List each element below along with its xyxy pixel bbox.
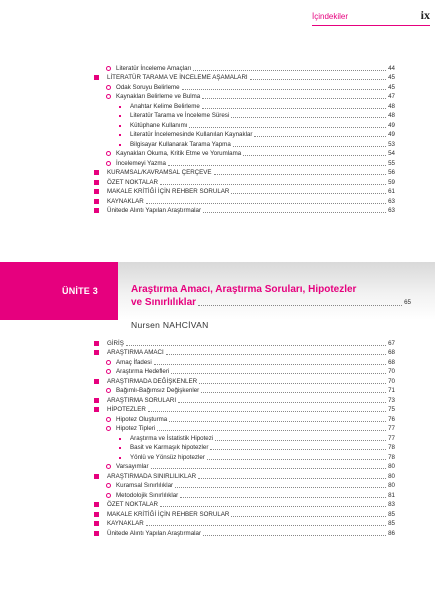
toc-entry-page: 48 <box>388 112 395 119</box>
unit-title-line1: Araştırma Amacı, Araştırma Soruları, Hipotezler <box>131 284 357 295</box>
toc-entry-page: 68 <box>388 358 395 366</box>
toc-entry[interactable] <box>94 489 395 499</box>
toc-entry-page: 80 <box>388 472 395 480</box>
toc-entry[interactable] <box>94 451 395 461</box>
toc-entry-page: 80 <box>388 463 395 470</box>
leader-dots <box>203 535 386 536</box>
toc-entry[interactable] <box>94 499 395 509</box>
square-bullet-icon <box>94 521 99 526</box>
leader-dots <box>148 411 386 412</box>
circle-bullet-icon <box>106 161 111 166</box>
toc-entry-page: 77 <box>388 425 395 432</box>
toc-entry[interactable] <box>94 404 395 414</box>
toc-entry-page: 67 <box>388 339 395 347</box>
toc-entry[interactable] <box>94 375 395 385</box>
toc-entry-label: Odak Soruyu Belirleme <box>116 83 180 91</box>
toc-entry[interactable] <box>94 347 395 357</box>
toc-entry[interactable] <box>94 470 395 480</box>
toc-entry-page: 49 <box>388 131 395 138</box>
unit-author: Nursen NAHCİVAN <box>131 320 209 330</box>
leader-dots <box>215 440 386 441</box>
toc-entry-label: Varsayımlar <box>116 463 149 470</box>
toc-entry[interactable] <box>94 148 395 158</box>
leader-dots <box>231 193 386 194</box>
toc-entry[interactable] <box>94 394 395 404</box>
toc-entry-label: Literatür İncelemesinde Kullanılan Kaynaklar <box>130 131 253 138</box>
circle-bullet-icon <box>106 493 111 498</box>
dot-bullet-icon <box>119 144 121 146</box>
toc-entry[interactable] <box>94 423 395 433</box>
toc-entry-page: 44 <box>388 64 395 72</box>
dot-bullet-icon <box>119 125 121 127</box>
toc-entry-page: 48 <box>388 102 395 110</box>
leader-dots <box>254 136 386 137</box>
toc-entry[interactable] <box>94 356 395 366</box>
toc-entry[interactable] <box>94 366 395 376</box>
leader-dots <box>202 108 386 109</box>
toc-entry[interactable] <box>94 110 395 120</box>
leader-dots <box>180 497 386 498</box>
square-bullet-icon <box>94 180 99 185</box>
leader-dots <box>199 383 386 384</box>
square-bullet-icon <box>94 407 99 412</box>
toc-entry[interactable] <box>94 413 395 423</box>
leader-dots <box>214 174 387 175</box>
leader-dots <box>182 89 386 90</box>
toc-entry[interactable] <box>94 138 395 148</box>
leader-dots <box>189 127 386 128</box>
toc-entry-label: HİPOTEZLER <box>107 406 146 413</box>
toc-entry-label: Anahtar Kelime Belirleme <box>130 102 200 110</box>
leader-dots <box>231 117 386 118</box>
toc-entry[interactable] <box>94 119 395 129</box>
toc-entry[interactable] <box>94 62 395 72</box>
leader-dots <box>175 487 386 488</box>
leader-dots <box>233 146 386 147</box>
toc-entry[interactable] <box>94 72 395 82</box>
leader-dots <box>160 184 386 185</box>
leader-dots <box>151 468 387 469</box>
leader-dots <box>210 449 386 450</box>
toc-entry-page: 85 <box>388 520 395 527</box>
square-bullet-icon <box>94 189 99 194</box>
leader-dots <box>171 373 386 374</box>
square-bullet-icon <box>94 512 99 517</box>
toc-entry-label: GİRİŞ <box>107 339 124 347</box>
toc-entry-page: 47 <box>388 93 395 100</box>
toc-entry-label: Hipotez Oluşturma <box>116 415 168 423</box>
leader-dots <box>203 212 386 213</box>
toc-entry-label: Kaynakları Belirleme ve Bulma <box>116 93 201 100</box>
toc-entry-page: 71 <box>388 387 395 394</box>
toc-entry-label: Araştırma Hedefleri <box>116 368 170 375</box>
toc-entry-page: 73 <box>388 396 395 404</box>
toc-entry-page: 55 <box>388 159 395 167</box>
toc-entry-page: 78 <box>388 453 395 461</box>
toc-entry-label: Kütüphane Kullanımı <box>130 121 188 129</box>
toc-entry[interactable] <box>94 337 395 347</box>
toc-entry-page: 85 <box>388 510 395 518</box>
toc-entry-page: 59 <box>388 178 395 186</box>
leader-dots <box>202 98 386 99</box>
leader-dots <box>168 165 386 166</box>
dot-bullet-icon <box>119 106 121 108</box>
toc-entry-page: 77 <box>388 434 395 442</box>
toc-entry-page: 78 <box>388 444 395 451</box>
toc-entry-page: 54 <box>388 150 395 157</box>
circle-bullet-icon <box>106 85 111 90</box>
square-bullet-icon <box>94 341 99 346</box>
page-header <box>312 8 430 30</box>
toc-entry-label: Yönlü ve Yönsüz hipotezler <box>130 453 205 461</box>
square-bullet-icon <box>94 199 99 204</box>
circle-bullet-icon <box>106 417 111 422</box>
toc-entry[interactable] <box>94 176 395 186</box>
square-bullet-icon <box>94 350 99 355</box>
toc-entry-page: 80 <box>388 482 395 489</box>
square-bullet-icon <box>94 531 99 536</box>
toc-entry-label: Basit ve Karmaşık hipotezler <box>130 444 209 451</box>
toc-entry[interactable] <box>94 195 395 205</box>
toc-entry-label: Araştırma ve İstatistik Hipotezi <box>130 434 214 442</box>
toc-entry-label: ÖZET NOKTALAR <box>107 501 158 508</box>
toc-entry-label: Kaynakları Okuma, Kritik Etme ve Yorumlama <box>116 150 242 157</box>
leader-dots <box>207 459 386 460</box>
unit-label: ÜNİTE 3 <box>62 286 98 296</box>
unit-label-box <box>0 262 118 320</box>
circle-bullet-icon <box>106 483 111 488</box>
section-title: İçindekiler <box>312 12 349 21</box>
square-bullet-icon <box>94 474 99 479</box>
leader-dots <box>154 364 386 365</box>
toc-entry[interactable] <box>94 518 395 528</box>
square-bullet-icon <box>94 398 99 403</box>
square-bullet-icon <box>94 208 99 213</box>
toc-entry-label: KURAMSAL/KAVRAMSAL ÇERÇEVE <box>107 169 212 176</box>
unit-title[interactable] <box>131 283 411 309</box>
toc-list-bottom <box>94 337 395 537</box>
toc-entry-label: KAYNAKLAR <box>107 520 144 527</box>
unit-page: 65 <box>404 299 411 306</box>
toc-entry[interactable] <box>94 527 395 537</box>
toc-entry[interactable] <box>94 186 395 196</box>
leader-dots <box>169 421 386 422</box>
toc-entry-label: ARAŞTIRMADA SINIRLILIKLAR <box>107 472 197 480</box>
leader-dots <box>198 478 386 479</box>
toc-entry[interactable] <box>94 205 395 215</box>
toc-entry-label: Metodolojik Sınırlılıklar <box>116 491 179 499</box>
toc-entry[interactable] <box>94 81 395 91</box>
circle-bullet-icon <box>106 369 111 374</box>
toc-entry-page: 53 <box>388 140 395 148</box>
toc-entry-label: Kuramsal Sınırlılıklar <box>116 482 174 489</box>
toc-entry-page: 45 <box>388 83 395 91</box>
leader-dots <box>160 506 386 507</box>
leader-dots <box>126 345 386 346</box>
header-rule <box>312 25 430 26</box>
square-bullet-icon <box>94 379 99 384</box>
leader-dots <box>157 430 386 431</box>
toc-entry[interactable] <box>94 442 395 452</box>
circle-bullet-icon <box>106 360 111 365</box>
toc-entry-label: Ünitede Alıntı Yapılan Araştırmalar <box>107 207 202 214</box>
leader-dots <box>146 525 386 526</box>
toc-entry[interactable] <box>94 385 395 395</box>
toc-entry[interactable] <box>94 480 395 490</box>
toc-entry-label: ÖZET NOKTALAR <box>107 178 158 186</box>
toc-entry[interactable] <box>94 432 395 442</box>
square-bullet-icon <box>94 502 99 507</box>
circle-bullet-icon <box>106 94 111 99</box>
toc-entry-label: Literatür İnceleme Amaçları <box>116 64 192 72</box>
toc-entry-label: İncelemeyi Yazma <box>116 159 166 167</box>
toc-entry-page: 83 <box>388 501 395 508</box>
toc-entry-label: LİTERATÜR TARAMA VE İNCELEME AŞAMALARI <box>107 74 248 81</box>
toc-entry-label: MAKALE KRİTİĞİ İÇİN REHBER SORULAR <box>107 188 230 195</box>
page-number: ix <box>420 8 430 22</box>
toc-entry-label: Bağımlı-Bağımsız Değişkenler <box>116 387 200 394</box>
toc-entry-label: Literatür Tarama ve İnceleme Süresi <box>130 112 230 119</box>
toc-entry-page: 86 <box>388 529 395 537</box>
toc-entry-page: 63 <box>388 197 395 205</box>
square-bullet-icon <box>94 170 99 175</box>
dot-bullet-icon <box>119 447 121 449</box>
toc-entry[interactable] <box>94 157 395 167</box>
dot-bullet-icon <box>119 438 121 440</box>
dot-bullet-icon <box>119 134 121 136</box>
leader-dots <box>243 155 386 156</box>
toc-entry-label: Bilgisayar Kullanarak Tarama Yapma <box>130 140 231 148</box>
toc-entry-label: MAKALE KRİTİĞİ İÇİN REHBER SORULAR <box>107 510 230 518</box>
circle-bullet-icon <box>106 66 111 71</box>
toc-entry-label: ARAŞTIRMA AMACI <box>107 349 164 356</box>
dot-bullet-icon <box>119 115 121 117</box>
toc-list-top <box>94 62 395 214</box>
toc-entry-label: Amaç İfadesi <box>116 358 152 366</box>
toc-entry-page: 70 <box>388 377 395 385</box>
toc-entry[interactable] <box>94 100 395 110</box>
toc-entry-page: 68 <box>388 349 395 356</box>
toc-entry-label: ARAŞTIRMADA DEĞİŞKENLER <box>107 377 198 385</box>
toc-entry-label: Hipotez Tipleri <box>116 425 156 432</box>
circle-bullet-icon <box>106 426 111 431</box>
leader-dots <box>201 392 386 393</box>
toc-entry-page: 61 <box>388 188 395 195</box>
dot-bullet-icon <box>119 457 121 459</box>
toc-entry-page: 81 <box>388 491 395 499</box>
leader-dots <box>178 402 386 403</box>
toc-entry-page: 75 <box>388 406 395 413</box>
unit-title-line2: ve Sınırlılıklar <box>131 297 197 308</box>
toc-entry[interactable] <box>94 461 395 471</box>
toc-entry[interactable] <box>94 508 395 518</box>
leader-dots <box>198 305 402 306</box>
toc-entry[interactable] <box>94 129 395 139</box>
toc-entry[interactable] <box>94 91 395 101</box>
circle-bullet-icon <box>106 388 111 393</box>
square-bullet-icon <box>94 75 99 80</box>
leader-dots <box>166 354 386 355</box>
toc-entry-page: 70 <box>388 368 395 375</box>
toc-entry-label: KAYNAKLAR <box>107 197 144 205</box>
toc-entry-page: 45 <box>388 74 395 81</box>
toc-entry-page: 76 <box>388 415 395 423</box>
toc-entry-label: ARAŞTIRMA SORULARI <box>107 396 177 404</box>
leader-dots <box>250 79 386 80</box>
circle-bullet-icon <box>106 151 111 156</box>
toc-entry-page: 56 <box>388 169 395 176</box>
leader-dots <box>231 516 386 517</box>
toc-entry-page: 49 <box>388 121 395 129</box>
toc-entry-page: 63 <box>388 207 395 214</box>
toc-entry[interactable] <box>94 167 395 177</box>
leader-dots <box>193 70 386 71</box>
circle-bullet-icon <box>106 464 111 469</box>
toc-entry-label: Ünitede Alıntı Yapılan Araştırmalar <box>107 529 202 537</box>
leader-dots <box>146 203 386 204</box>
